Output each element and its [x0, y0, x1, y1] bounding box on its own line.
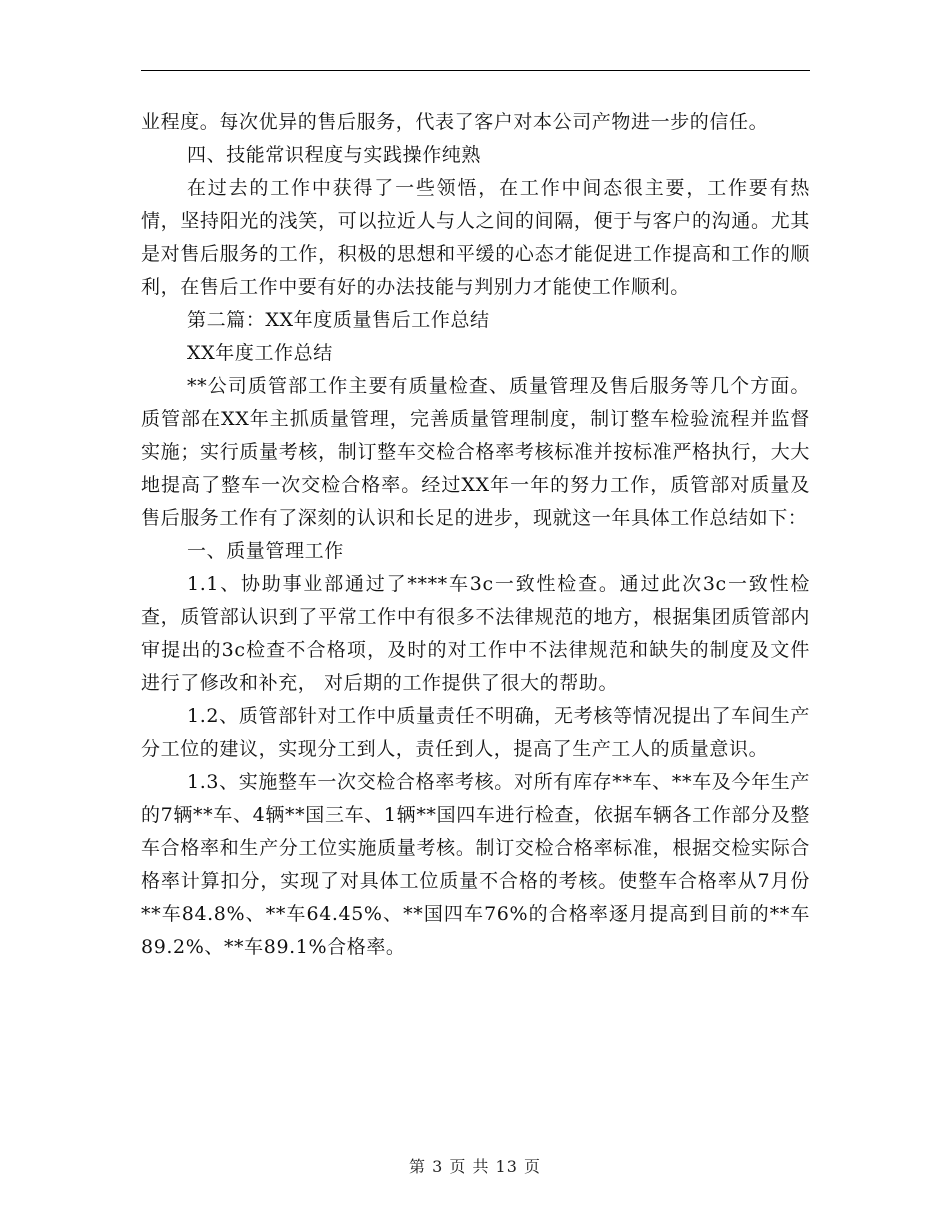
section-heading: 四、技能常识程度与实践操作纯熟 — [187, 144, 482, 166]
chapter-title: 第二篇：XX年度质量售后工作总结 — [187, 309, 490, 331]
paragraph: 在过去的工作中获得了一些领悟，在工作中间态很主要，工作要有热情，坚持阳光的浅笑，可以拉近人与人之间的间隔，便于与客户的沟通。尤其是对售后服务的工作，积极的思想和平缓的心态才能促进工作提高和工作的顺利，在售后工作中要有好的办法技能与判别力才能使工作顺利。 — [141, 177, 810, 298]
section-heading: 一、质量管理工作 — [187, 540, 344, 562]
header-rule — [141, 70, 810, 71]
page-footer — [0, 1154, 950, 1177]
document-body — [141, 106, 810, 964]
document-title: XX年度工作总结 — [187, 342, 333, 364]
paragraph: 1.1、协助事业部通过了****车3c一致性检查。通过此次3c一致性检查，质管部认识到了平常工作中有很多不法律规范的地方，根据集团质管部内审提出的3c检查不合格项，及时的对工作中不法律规范和缺失的制度及文件进行了修改和补充， 对后期的工作提供了很大的帮助。 — [141, 573, 810, 694]
paragraph: 业程度。每次优异的售后服务，代表了客户对本公司产物进一步的信任。 — [141, 111, 769, 133]
paragraph: 1.2、质管部针对工作中质量责任不明确，无考核等情况提出了车间生产分工位的建议，实现分工到人，责任到人，提高了生产工人的质量意识。 — [141, 705, 810, 760]
paragraph: 1.3、实施整车一次交检合格率考核。对所有库存**车、**车及今年生产的7辆**车、4辆**国三车、1辆**国四车进行检查，依据车辆各工作部分及整车合格率和生产分工位实施质量考核。制订交检合格率标准，根据交检实际合格率计算扣分，实现了对具体工位质量不合格的考核。使整车合格率从7月份**车84.8%、**车64.45%、**国四车76%的合格率逐月提高到目前的**车89.2%、**车89.1%合格率。 — [141, 771, 810, 958]
paragraph: **公司质管部工作主要有质量检查、质量管理及售后服务等几个方面。质管部在XX年主抓质量管理，完善质量管理制度，制订整车检验流程并监督实施；实行质量考核，制订整车交检合格率考核标准并按标准严格执行，大大地提高了整车一次交检合格率。经过XX年一年的努力工作，质管部对质量及售后服务工作有了深刻的认识和长足的进步，现就这一年具体工作总结如下： — [141, 375, 810, 529]
page-number-label: 第 3 页 共 13 页 — [409, 1157, 541, 1176]
